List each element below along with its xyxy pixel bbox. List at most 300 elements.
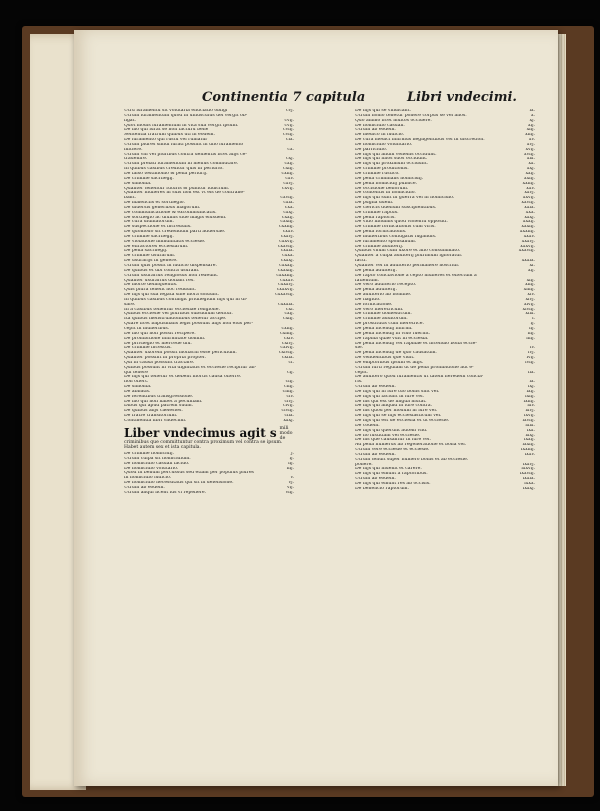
entry-chapter-number: xxvij. — [522, 196, 535, 201]
entry-title: De pena adulterij. — [355, 268, 397, 273]
entry-title: De crimine homicidij. — [124, 452, 174, 457]
entry-chapter-number: xxij. — [525, 171, 535, 176]
entry-chapter-number: lvj. — [528, 351, 535, 356]
entry-title: De homicidio necessitatis qui sit in defensione. — [124, 481, 234, 486]
entry-chapter-number: x. — [530, 113, 535, 118]
right-index-list — [355, 109, 535, 492]
entry-chapter-number: clix. — [284, 414, 294, 419]
entry-chapter-number: cxxij. — [281, 215, 294, 220]
entry-chapter-number: cliiij. — [282, 389, 294, 394]
entry-title: bant. — [124, 196, 136, 201]
entry-chapter-number: cvj. — [285, 109, 294, 113]
entry-chapter-number: lxxvij. — [521, 467, 535, 472]
entry-title: De crimine adulterij. — [355, 244, 404, 249]
entry-title: De hijs qui sua legata sine mora soluunt. — [124, 293, 220, 298]
entry-title: De usurarijs in genere. — [124, 259, 178, 264]
entry-title: De illo qui iurat se non facturū bene — [124, 128, 209, 133]
entry-title: De ho iustitiam vel ecclesie. — [355, 433, 421, 438]
entry-title: Ad pena numerus ab regeneratione et bona vel. — [355, 443, 467, 448]
entry-title: De crimine domesticum. — [355, 312, 412, 317]
entry-chapter-number: xlviij. — [522, 307, 535, 312]
entry-chapter-number: cvij. — [284, 118, 294, 123]
entry-chapter-number: cxxx. — [282, 254, 294, 259]
entry-chapter-number: cxlvj. — [281, 341, 294, 346]
entry-title: De illo qui non habet a pecuniam. — [124, 399, 203, 404]
entry-chapter-number: cxxiij. — [280, 220, 294, 225]
entry-chapter-number: xxxiij. — [521, 225, 535, 230]
entry-title: De hijs qui faciunt in iure vel. — [355, 394, 424, 399]
entry-title: De sortilegio ac diuinis siue magis eiusdem. — [124, 215, 227, 220]
entry-chapter-number: cxiij. — [283, 167, 294, 172]
entry-chapter-number: cx. — [287, 147, 294, 152]
entry-title: De hijs qui emunt a raptoribus. — [355, 472, 428, 477]
entry-chapter-number: cxxxvij. — [276, 288, 294, 293]
entry-title: Utrum quis possit in iudicio dispensare. — [124, 264, 217, 268]
left-index-list — [124, 109, 294, 424]
entry-title: De crimine usurarum. — [124, 254, 176, 259]
entry-chapter-number: xxj. — [526, 167, 535, 172]
entry-title: De communicatione & excommunicatis. — [124, 210, 217, 215]
entry-chapter-number: xx. — [528, 162, 535, 167]
entry-title: De quibus et ubi contra usuram. — [124, 268, 200, 273]
entry-title: De hijs qui inuenit et carere. — [355, 467, 422, 472]
entry-title: Utrum iuramentum quod in uniuscuius uel vergit ob- — [124, 113, 248, 118]
entry-chapter-number: cxliiij. — [280, 331, 294, 336]
entry-title: Qualiter possint in propria propter. — [124, 356, 206, 361]
entry-title: De prostitutis cum meretrice. — [355, 322, 424, 327]
entry-chapter-number: lx. — [529, 380, 535, 385]
entry-chapter-number: lxxvj. — [522, 462, 535, 467]
entry-title: De abbatis. — [124, 389, 151, 394]
entry-title: Quibus ecclesie vel pluribus subsidium dentur. — [124, 312, 233, 317]
entry-chapter-number: cxj. — [285, 157, 294, 162]
entry-chapter-number: cxliij. — [281, 326, 294, 331]
rubric-initial: Liber vndecimus agit s — [124, 425, 277, 440]
entry-chapter-number: xliiij. — [523, 288, 535, 293]
entry-title: De pena incendij vel rapinae et incendio bona eccle- — [355, 341, 477, 346]
entry-title: Quod in bellum percussus sed etiam per populus plures — [124, 471, 254, 476]
entry-title: Utrum ab eodem. — [355, 452, 396, 457]
entry-title: De hijs qui se vindicant. — [355, 109, 411, 113]
entry-title: De homicidio casuali. — [355, 123, 405, 128]
entry-title: Utrum homo tenetur ponere corpus se vel alios. — [355, 113, 467, 118]
entry-title: De iuramento sponsalium. — [355, 239, 417, 244]
entry-title: De falso testimonio & pena periurij. — [124, 171, 208, 176]
entry-chapter-number: cxvj. — [283, 181, 294, 186]
entry-chapter-number: xlij. — [526, 278, 535, 283]
entry-chapter-number: cxiiij. — [281, 171, 294, 176]
entry-chapter-number: lxvij. — [523, 414, 535, 419]
entry-title: De hijs qui aliquid in iure contra. — [355, 404, 433, 409]
entry-chapter-number: xxxix. — [521, 259, 535, 264]
entry-title: mittere. — [124, 147, 143, 152]
entry-chapter-number: cviij. — [283, 133, 294, 138]
entry-title: Utrum vere ecclesie et ecclesie. — [355, 448, 430, 453]
entry-chapter-number: xlj. — [528, 268, 535, 273]
entry-title: De his que causantur in iure vel. — [355, 438, 431, 443]
entry-chapter-number: cxlviij. — [278, 351, 294, 356]
entry-title: Quibus vnum cum uxore et alio consummato. — [355, 249, 461, 254]
entry-chapter-number: lxxj. — [525, 433, 535, 438]
left-column-heading: Continentia 7 capitula — [202, 90, 366, 105]
entry-title: Continentia libri vndecimi. — [124, 419, 187, 423]
entry-chapter-number: cxxxvj. — [278, 283, 294, 288]
entry-title: ponere. — [355, 462, 373, 467]
entry-chapter-number: vij. — [287, 485, 294, 490]
entry-chapter-number: cxx. — [284, 205, 294, 210]
entry-chapter-number: lv. — [530, 346, 535, 351]
entry-chapter-number: lix. — [528, 370, 535, 375]
entry-title: De crimine raptus. — [355, 210, 399, 215]
entry-chapter-number: xv. — [528, 138, 535, 143]
entry-title: De fornicatione. — [355, 302, 393, 307]
entry-chapter-number: cxlvij. — [280, 346, 294, 351]
entry-chapter-number: clj. — [287, 370, 294, 375]
entry-title: De privilegio et mercede diu. — [124, 341, 192, 346]
entry-chapter-number: xxxvj. — [521, 239, 535, 244]
entry-chapter-number: cxxiiij. — [278, 225, 294, 230]
entry-chapter-number: clvij. — [283, 404, 294, 409]
entry-title: Quibus possunt in vita dignitatis et ecclesie recipitur ali- — [124, 365, 257, 370]
entry-title: De pena criminalis homicidij. — [355, 176, 424, 181]
entry-title: De suspectione et incredulis. — [124, 225, 192, 230]
entry-chapter-number: lxix. — [525, 423, 535, 428]
entry-title: Utrum ab eodem. — [124, 485, 165, 490]
entry-chapter-number: liiij. — [526, 336, 535, 341]
entry-title: De diuersis generibus magorum. — [124, 205, 201, 210]
entry-title: Qualiter uxorem possit monachi esse periculum. — [124, 351, 237, 356]
entry-chapter-number: cxxxix. — [278, 302, 294, 307]
entry-title: De hijs qui in iure tuo bonis sint vel. — [355, 389, 440, 394]
entry-chapter-number: cxij. — [284, 162, 294, 167]
right-column — [355, 90, 535, 492]
entry-chapter-number: ix. — [529, 109, 535, 113]
entry-title: Quis plura tenent hoc reddunt. — [124, 288, 197, 293]
entry-chapter-number: xxiij. — [523, 176, 535, 181]
entry-chapter-number: lxxix. — [522, 477, 535, 482]
entry-chapter-number: cviij. — [283, 128, 294, 133]
entry-chapter-number: liij. — [527, 331, 535, 336]
entry-chapter-number: xj. — [529, 118, 535, 123]
entry-title: in homicidio iudicio. — [124, 476, 172, 481]
right-column-heading: Libri vndecimi. — [407, 90, 517, 105]
entry-title: De violatione immunitatis ecclesie. — [124, 239, 206, 244]
entry-title: De rapina quae vult in ecclesia. — [355, 336, 429, 341]
entry-chapter-number: xxix. — [524, 205, 535, 210]
entry-title: De cura diuinatorum. — [124, 220, 174, 225]
entry-chapter-number: clviij. — [281, 409, 294, 414]
entry-title: cepit. — [355, 370, 369, 375]
entry-chapter-number: xlvj. — [525, 297, 535, 302]
entry-title: De vero adulterio recepto. — [355, 283, 417, 288]
entry-title: Qualiter vel in adulterio permanere noscitur. — [355, 264, 460, 268]
entry-chapter-number: xxvj. — [524, 191, 535, 196]
entry-title: Ita quibus menstruationibus tenetur accipe. — [124, 317, 227, 322]
entry-chapter-number: xlv. — [527, 293, 535, 298]
entry-chapter-number: cxix. — [283, 201, 294, 206]
entry-title: De occisione bellorum. — [355, 186, 409, 191]
entry-title: qui tenere — [124, 370, 148, 375]
entry-title: De homicidio volūtario. — [124, 466, 179, 471]
entry-chapter-number: clij. — [285, 380, 294, 385]
entry-chapter-number: cxxvij. — [279, 239, 294, 244]
entry-title: De pena raptoris. — [355, 215, 396, 220]
entry-title: Utrum culpa sit homicidium. — [124, 456, 191, 461]
entry-title: De his qui est de lingua mutat. — [355, 399, 427, 404]
entry-chapter-number: xl. — [529, 264, 535, 268]
entry-chapter-number: xix. — [526, 157, 535, 162]
entry-title: Qualiter a culpa adulterij plurimum ignoratur. — [355, 254, 463, 259]
entry-title: sie. — [355, 346, 364, 351]
entry-chapter-number: lxxviij. — [519, 472, 535, 477]
entry-title: In quibus casibus creditur quis in periurio. — [124, 167, 224, 172]
entry-title: De hijs qui se hijs ecclesiasticum vel. — [355, 414, 442, 419]
entry-title: Utrum aliqui licent ius vi repellere. — [124, 490, 207, 495]
entry-chapter-number: cliij. — [284, 385, 294, 390]
entry-chapter-number: clvj. — [284, 399, 294, 404]
entry-chapter-number: v. — [290, 476, 294, 481]
entry-chapter-number: xxviij. — [521, 201, 535, 206]
entry-chapter-number: cxxviij. — [277, 244, 294, 249]
book-rubric — [124, 427, 294, 451]
entry-chapter-number: cxlv. — [283, 336, 294, 341]
entry-chapter-number: lxx. — [526, 428, 535, 433]
entry-chapter-number: viij. — [285, 490, 294, 495]
entry-chapter-number: xxiiij. — [522, 181, 535, 186]
entry-chapter-number: lvij. — [526, 356, 535, 361]
entry-title: Quot modis iuramentum in vita sua vergit ipsum. — [124, 123, 239, 128]
entry-chapter-number: lxxx. — [524, 481, 535, 486]
entry-chapter-number: lxxv. — [524, 452, 535, 457]
entry-title: De contentis in homicidio. — [355, 191, 416, 196]
entry-chapter-number: lxviij. — [522, 419, 535, 423]
entry-title: Utrum plures simul iurati possint in uno iuramento — [124, 142, 244, 147]
entry-chapter-number: cxlj. — [284, 312, 294, 317]
entry-chapter-number: lxxiij. — [522, 443, 535, 448]
entry-chapter-number: cxxxij. — [279, 264, 294, 268]
entry-title: De parricidio. — [355, 147, 387, 152]
entry-title: De simonia. — [124, 181, 152, 186]
entry-title: De effractores ecclesiarum. — [124, 244, 189, 249]
entry-chapter-number: xxxj. — [524, 215, 535, 220]
entry-title: De pena adulterij. — [355, 288, 397, 293]
entry-title: Utrum ab eodem. — [355, 385, 396, 390]
entry-chapter-number: lxiij. — [525, 394, 535, 399]
entry-chapter-number: cxxxiiij. — [276, 273, 294, 278]
entry-title: De iuramento qui rustu vel ruinatur — [124, 138, 208, 143]
entry-title: Utrū iuramentū sit volūtaria enūciatio obligi — [124, 109, 228, 113]
rubric-text: mili modo de criminibus que committuntur contra proximum vel contra se ipsum. Habet autem sex et ista capitula. — [124, 425, 293, 451]
entry-chapter-number: xxxvij. — [520, 244, 535, 249]
entry-title: De pena incendij in viuo fuerint. — [355, 331, 431, 336]
index-entry — [124, 491, 294, 496]
entry-title: Qualiter tenentur futuris & punitur iudicium. — [124, 186, 230, 191]
entry-title: De morte delinquentis. — [124, 283, 178, 288]
entry-title: De hijs qui est de ecclesia et ut ecclesie. — [355, 419, 450, 423]
entry-title: Utrum vni vel pluribus contra uenientis licet alijs ce- — [124, 152, 247, 157]
entry-chapter-number: lxj. — [528, 385, 535, 390]
entry-chapter-number: l. — [532, 317, 535, 322]
entry-chapter-number: xxxv. — [523, 234, 535, 239]
entry-title: trauenire. — [124, 157, 148, 162]
entry-title: De cura medici infirmus negligentibus vel in discretion. — [355, 138, 485, 143]
entry-title: Sententia fratrum quibus uti in eodem. — [124, 133, 215, 138]
entry-chapter-number: cxviij. — [280, 196, 294, 201]
entry-chapter-number: lxij. — [526, 389, 535, 394]
entry-chapter-number: lj. — [530, 322, 535, 327]
entry-chapter-number: xxxij. — [522, 220, 535, 225]
entry-chapter-number: clv. — [286, 394, 294, 399]
entry-chapter-number: lviij. — [525, 360, 535, 365]
index-entry — [124, 419, 294, 424]
left-index-list-2 — [124, 452, 294, 496]
entry-chapter-number: cix. — [285, 138, 294, 143]
entry-title: De crimine sacrilegij. — [124, 176, 174, 181]
entry-title: Qui in causa possunt tractare. — [124, 360, 195, 365]
entry-chapter-number: xxx. — [525, 210, 535, 215]
entry-chapter-number: cxxj. — [283, 210, 294, 215]
index-entry — [355, 487, 535, 492]
entry-title: De hijs qui querunt autem vnd. — [355, 428, 428, 433]
entry-title: Utrum prelati iuramentum in melius commutare. — [124, 162, 239, 167]
entry-chapter-number: xxxviij. — [518, 249, 535, 254]
entry-chapter-number: cvij. — [284, 123, 294, 128]
entry-title: Utrum tenuit super numero bonis et ab ecclesie. — [355, 457, 469, 462]
entry-title: De hijs qui filios suos occidunt. — [355, 157, 428, 162]
entry-title: De hijs qui emunt res ab occisis. — [355, 481, 431, 486]
entry-chapter-number: cxxvj. — [280, 234, 294, 239]
entry-title: De pena fornicationis. — [355, 230, 407, 235]
entry-chapter-number: lxvj. — [525, 409, 535, 414]
entry-title: In quibus casibus contingit priuilegium hijs qui in di- — [124, 297, 248, 302]
entry-title: De quomodo sit credendum parti aduersae. — [124, 230, 226, 235]
entry-title: De homicidio voluntario. — [355, 142, 413, 147]
entry-title: De rapto conclavione a cepto mulieres et effectum a — [355, 273, 477, 278]
entry-title: De simonia. — [124, 385, 152, 390]
entry-title: De crimine incestus. — [124, 346, 172, 351]
entry-chapter-number: cxxxiij. — [277, 268, 294, 273]
entry-title: De fratre transitorium. — [124, 414, 178, 419]
entry-title: ris. — [355, 380, 363, 385]
entry-chapter-number: cxv. — [285, 176, 294, 181]
entry-chapter-number: cxl. — [285, 307, 294, 312]
entry-title: Utrum furti regulam ut de pena prohibitione aut e- — [355, 365, 474, 370]
entry-title: De flagitio. — [355, 297, 381, 302]
entry-title: De mulieribus coniugatis fugandis. — [355, 234, 437, 239]
entry-title: De vendentibus que vidit. — [355, 356, 415, 361]
entry-title: non offert. — [124, 380, 149, 385]
entry-chapter-number: cxvij. — [281, 186, 294, 191]
entry-chapter-number: xvij. — [525, 147, 535, 152]
entry-chapter-number: xij. — [528, 123, 535, 128]
entry-chapter-number: xxxj. — [283, 419, 294, 423]
entry-title: De medico in iudicio. — [355, 133, 405, 138]
entry-chapter-number: xviij. — [523, 152, 535, 157]
entry-title: De ferentibus transgressione. — [124, 394, 194, 399]
entry-title: fatientum. — [355, 278, 380, 283]
entry-title: De crimine rustico. — [355, 171, 400, 176]
entry-title: De pena sacrilegij. — [124, 249, 168, 254]
entry-chapter-number: cxxxviij. — [275, 293, 294, 298]
entry-chapter-number: j. — [291, 452, 294, 457]
entry-title: De adulterio ab homine. — [355, 293, 412, 298]
entry-chapter-number: vj. — [288, 481, 294, 486]
entry-title: De homicidio casuali facido. — [124, 461, 190, 466]
entry-title: De prohibitione infirmitate domini. — [124, 336, 206, 341]
entry-title: De pena incendij infirmi. — [355, 326, 413, 331]
entry-title: De codem. — [355, 423, 380, 428]
entry-chapter-number: lxxxj. — [522, 486, 535, 491]
entry-chapter-number: ij. — [289, 456, 294, 461]
entry-chapter-number: lij. — [529, 326, 535, 331]
entry-chapter-number: xlvij. — [523, 302, 535, 307]
entry-chapter-number: xvj. — [526, 142, 535, 147]
entry-title: De maleficiis et sortilegio. — [124, 201, 185, 206]
entry-title: De pugna duelli. — [355, 201, 394, 206]
entry-chapter-number: xliij. — [525, 283, 535, 288]
entry-title: De emptoribus ipsum et alijs. — [355, 360, 424, 365]
entry-chapter-number: cxlix. — [281, 356, 294, 361]
entry-title: De quibus alijs caelestes. — [124, 409, 183, 414]
entry-title: ligat. — [124, 118, 136, 123]
entry-chapter-number: iij. — [288, 461, 294, 466]
entry-title: De pena homicidij publice. — [355, 181, 418, 186]
entry-chapter-number: lxv. — [527, 404, 535, 409]
entry-title: De hijs qui tenetur et debent mortis causa offerre. — [124, 375, 242, 380]
entry-title: facti. — [355, 259, 367, 264]
entry-chapter-number: cxxxj. — [280, 259, 294, 264]
entry-title: De clericis duellum suscipientibus. — [355, 205, 437, 210]
entry-chapter-number: lxxij. — [523, 438, 535, 443]
entry-title: cepit in mulieribus. — [124, 326, 170, 331]
entry-title: Dibus qui apud patrem suum. — [124, 404, 194, 409]
entry-chapter-number: lxxiiij. — [521, 448, 535, 453]
entry-title: De hijs qui alium venenis occidunt. — [355, 152, 437, 157]
entry-title: De vitio libidinis quod violentu oppositi. — [355, 220, 448, 225]
entry-title: Qualiter mulieres in suis non est vt eis de contrahe- — [124, 191, 245, 196]
entry-title: sare. — [124, 302, 136, 307]
entry-chapter-number: lxiiij. — [523, 399, 535, 404]
entry-title: Utrum ab eodem. — [355, 128, 396, 133]
entry-chapter-number: cxxix. — [280, 249, 294, 254]
entry-title: De hijs qui sunt in guerra vel in homicidio. — [355, 196, 455, 201]
entry-title: Utrum usurarius religiosus non redeunt. — [124, 273, 219, 278]
entry-chapter-number: xiiij. — [525, 133, 535, 138]
entry-title: De crimine fornicationis cum viris. — [355, 225, 436, 230]
entry-chapter-number: iiij. — [286, 466, 294, 471]
entry-chapter-number: xxxiiij. — [519, 230, 535, 235]
entry-title: De adultero quod iuramentis ut tatem heredem concla- — [355, 375, 484, 380]
entry-title: Quo animo licet multos occidere. — [355, 118, 432, 123]
entry-chapter-number: cxxv. — [282, 230, 294, 235]
entry-title: De crimine adultorum. — [355, 317, 408, 322]
entry-title: De pena incendij de quo causatum. — [355, 351, 437, 356]
entry-chapter-number: xlix. — [525, 312, 535, 317]
entry-title: De his quod per modum in iure vel. — [355, 409, 438, 414]
entry-chapter-number: xiij. — [526, 128, 535, 133]
entry-title: Qualiter usurarius donant res. — [124, 278, 195, 283]
entry-title: De crimine sacrilegij. — [124, 234, 174, 239]
entry-title: De crimine proditionis. — [355, 167, 409, 172]
entry-title: De beneficio raptorum. — [355, 486, 409, 491]
entry-title: De illo qui non possit recipere. — [124, 331, 196, 336]
entry-title: De hijs qui proximum occidunt. — [355, 162, 428, 167]
entry-title: Quare licet baptismalis legis possunt alijs non eius per- — [124, 322, 254, 327]
entry-title: Utrum ab eodem. — [355, 477, 396, 482]
entry-chapter-number: xxv. — [526, 186, 535, 191]
entry-chapter-number: cxxxv. — [280, 278, 294, 283]
entry-title: De vero meretricum. — [355, 307, 404, 312]
